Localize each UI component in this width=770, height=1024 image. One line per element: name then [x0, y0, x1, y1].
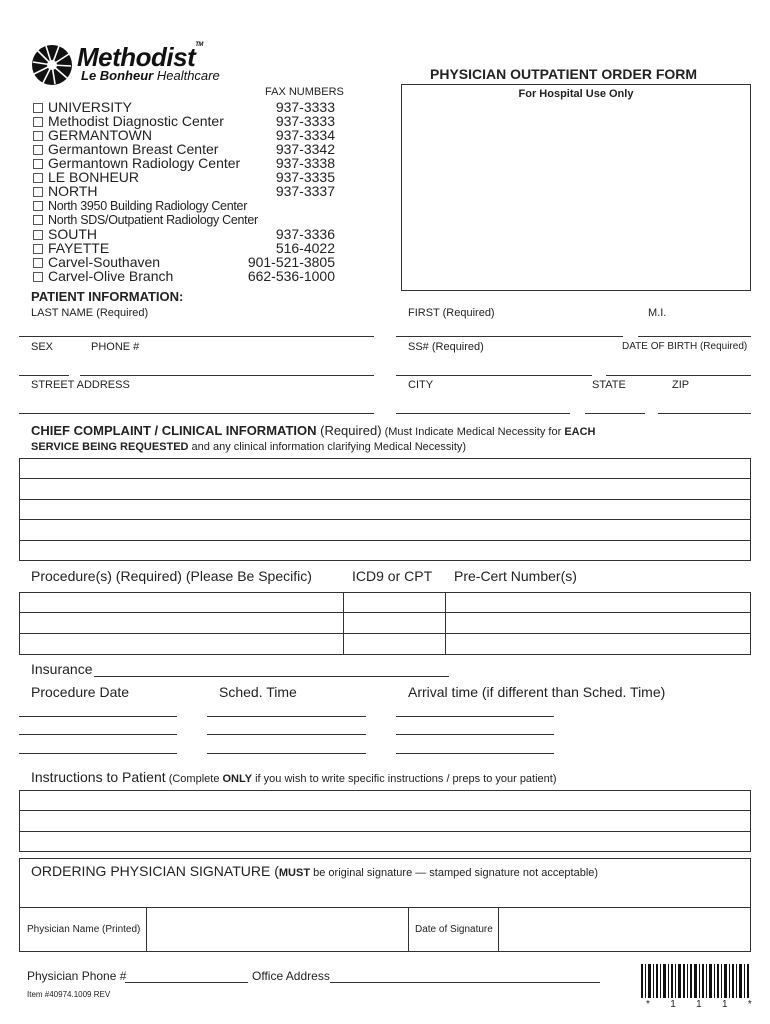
hospital-use-box: [401, 84, 751, 291]
state-label: STATE: [592, 379, 626, 391]
fax-number: 937-3338: [275, 155, 335, 171]
location-north-3950[interactable]: [33, 199, 247, 213]
ss-field[interactable]: [396, 375, 592, 376]
logo: [31, 44, 231, 88]
fax-number: 937-3333: [275, 113, 335, 129]
location-university[interactable]: [33, 100, 132, 114]
arrival-field[interactable]: [396, 734, 554, 735]
city-label: CITY: [408, 379, 434, 391]
complaint-each: EACH: [564, 426, 596, 438]
checkbox[interactable]: [33, 159, 43, 169]
sched-time-label: Sched. Time: [219, 684, 297, 700]
instructions-note-2: if you wish to write specific instructions / preps to your patient): [252, 773, 557, 785]
precert-label: Pre-Cert Number(s): [454, 568, 577, 584]
procedures-col-line: [445, 592, 446, 655]
phone-label: PHONE #: [91, 341, 140, 353]
dob-label: DATE OF BIRTH (Required): [622, 341, 748, 352]
fax-number: 937-3335: [275, 169, 335, 185]
location-label: Carvel-Olive Branch: [48, 268, 174, 284]
location-label: North 3950 Building Radiology Center: [48, 199, 248, 213]
fax-number: 516-4022: [275, 240, 335, 256]
signature-label: ORDERING PHYSICIAN SIGNATURE: [31, 863, 271, 879]
brand-subtitle-rest: Healthcare: [153, 68, 220, 83]
procedures-row-line: [19, 633, 751, 634]
signature-note: be original signature — stamped signature not acceptable): [310, 867, 599, 879]
arrival-field[interactable]: [396, 753, 554, 754]
form-title: PHYSICIAN OUTPATIENT ORDER FORM: [430, 66, 698, 82]
complaint-box[interactable]: [19, 458, 751, 561]
insurance-field[interactable]: [94, 676, 449, 677]
brand-name-text: Methodist: [77, 42, 196, 72]
procedure-date-label: Procedure Date: [31, 684, 130, 700]
checkbox[interactable]: [33, 103, 43, 113]
fax-number: 937-3334: [275, 127, 335, 143]
mi-label: M.I.: [648, 307, 667, 319]
globe-icon: [31, 44, 73, 86]
physician-phone-label: Physician Phone #: [27, 969, 127, 983]
checkbox[interactable]: [33, 272, 43, 282]
procedures-table[interactable]: [19, 592, 751, 655]
city-field[interactable]: [396, 413, 570, 414]
physician-phone-field[interactable]: [125, 982, 248, 983]
barcode-text: * 1 1 1 *: [646, 999, 755, 1010]
complaint-line: [19, 499, 751, 500]
fax-number: 937-3336: [275, 226, 335, 242]
complaint-line: [19, 540, 751, 541]
dob-field[interactable]: [606, 375, 751, 376]
fax-number: 937-3342: [275, 141, 335, 157]
fax-number: 937-3333: [275, 99, 335, 115]
location-label: UNIVERSITY: [48, 99, 133, 115]
location-label: FAYETTE: [48, 240, 110, 256]
complaint-service: SERVICE BEING REQUESTED: [31, 441, 189, 453]
first-name-field[interactable]: [396, 336, 623, 337]
item-number: Item #40974.1009 REV: [27, 990, 111, 999]
checkbox[interactable]: [33, 244, 43, 254]
complaint-note-2: and any clinical information clarifying Medical Necessity): [188, 441, 467, 453]
last-name-field[interactable]: [19, 336, 374, 337]
insurance-label: Insurance: [31, 661, 93, 677]
arrival-field[interactable]: [396, 716, 554, 717]
arrival-label: Arrival time (if different than Sched. Time): [408, 684, 666, 700]
fax-header: FAX NUMBERS: [265, 86, 344, 98]
checkbox[interactable]: [33, 187, 43, 197]
sex-label: SEX: [31, 341, 54, 353]
signature-heading: [31, 863, 598, 879]
checkbox[interactable]: [33, 230, 43, 240]
procedure-date-field[interactable]: [19, 716, 177, 717]
barcode-icon: [641, 964, 751, 998]
location-methodist-diagnostic[interactable]: [33, 114, 224, 128]
street-field[interactable]: [19, 413, 374, 414]
trademark: TM: [195, 42, 203, 48]
brand-subtitle: [81, 68, 220, 83]
checkbox[interactable]: [33, 131, 43, 141]
zip-field[interactable]: [658, 413, 751, 414]
barcode: [641, 964, 751, 998]
location-north[interactable]: [33, 184, 98, 198]
patient-heading: PATIENT INFORMATION:: [31, 289, 184, 304]
checkbox[interactable]: [33, 201, 43, 211]
sex-field[interactable]: [19, 375, 69, 376]
icd-label: ICD9 or CPT: [352, 568, 433, 584]
mi-field[interactable]: [638, 336, 751, 337]
location-label: North SDS/Outpatient Radiology Center: [48, 213, 258, 227]
complaint-line: [19, 519, 751, 520]
procedures-row-line: [19, 612, 751, 613]
hospital-use-label: For Hospital Use Only: [518, 88, 634, 100]
instructions-note: (Complete: [165, 773, 223, 785]
location-fayette[interactable]: [33, 241, 109, 255]
instructions-label: Instructions to Patient: [31, 769, 166, 785]
sched-time-field[interactable]: [207, 753, 366, 754]
location-germantown-breast[interactable]: [33, 142, 218, 156]
location-label: NORTH: [48, 183, 98, 199]
complaint-title: CHIEF COMPLAINT / CLINICAL INFORMATION: [31, 423, 317, 438]
sched-time-field[interactable]: [207, 716, 366, 717]
procedures-col-line: [343, 592, 344, 655]
signature-paren: (: [270, 863, 279, 879]
physician-name-field[interactable]: [147, 908, 407, 951]
location-carvel-olive-branch[interactable]: [33, 269, 173, 283]
procedure-date-field[interactable]: [19, 734, 177, 735]
street-label: STREET ADDRESS: [31, 379, 130, 391]
fax-number: 662-536-1000: [247, 268, 335, 284]
location-label: Carvel-Southaven: [48, 254, 161, 270]
signature-must: MUST: [278, 867, 311, 879]
brand-subtitle-bold: Le Bonheur: [81, 68, 154, 83]
instructions-line: [19, 810, 751, 811]
complaint-heading: [31, 423, 596, 438]
checkbox[interactable]: [33, 173, 43, 183]
location-germantown[interactable]: [33, 128, 152, 142]
checkbox[interactable]: [33, 258, 43, 268]
state-field[interactable]: [585, 413, 645, 414]
location-north-sds[interactable]: [33, 213, 258, 227]
location-le-bonheur[interactable]: [33, 170, 139, 184]
signature-divider: [408, 907, 409, 952]
phone-field[interactable]: [80, 375, 374, 376]
location-label: LE BONHEUR: [48, 169, 140, 185]
office-address-label: Office Address: [252, 969, 330, 983]
checkbox[interactable]: [33, 145, 43, 155]
office-address-field[interactable]: [330, 982, 600, 983]
procedure-date-field[interactable]: [19, 753, 177, 754]
instructions-heading: [31, 769, 557, 785]
complaint-line: [19, 478, 751, 479]
location-label: Germantown Radiology Center: [48, 155, 241, 171]
location-label: SOUTH: [48, 226, 97, 242]
first-name-label: FIRST (Required): [408, 307, 495, 319]
instructions-line: [19, 831, 751, 832]
location-label: Methodist Diagnostic Center: [48, 113, 224, 129]
last-name-label: LAST NAME (Required): [31, 307, 149, 319]
ss-label: SS# (Required): [408, 341, 484, 353]
checkbox[interactable]: [33, 215, 43, 225]
physician-name-label: Physician Name (Printed): [27, 924, 141, 935]
procedures-label: Procedure(s) (Required) (Please Be Specific): [31, 568, 312, 584]
location-carvel-southaven[interactable]: [33, 255, 160, 269]
complaint-subnote: [31, 441, 466, 453]
zip-label: ZIP: [672, 379, 690, 391]
fax-number: 937-3337: [275, 183, 335, 199]
sched-time-field[interactable]: [207, 734, 366, 735]
instructions-box[interactable]: [19, 790, 751, 852]
location-south[interactable]: [33, 227, 97, 241]
fax-number: 901-521-3805: [247, 254, 335, 270]
signature-date-field[interactable]: [499, 908, 750, 951]
location-label: GERMANTOWN: [48, 127, 152, 143]
complaint-required: (Required): [316, 423, 382, 438]
complaint-note: (Must Indicate Medical Necessity for: [381, 426, 565, 438]
checkbox[interactable]: [33, 117, 43, 127]
location-label: Germantown Breast Center: [48, 141, 219, 157]
signature-date-label: Date of Signature: [415, 924, 493, 935]
instructions-only: ONLY: [222, 773, 253, 785]
location-germantown-radiology[interactable]: [33, 156, 240, 170]
